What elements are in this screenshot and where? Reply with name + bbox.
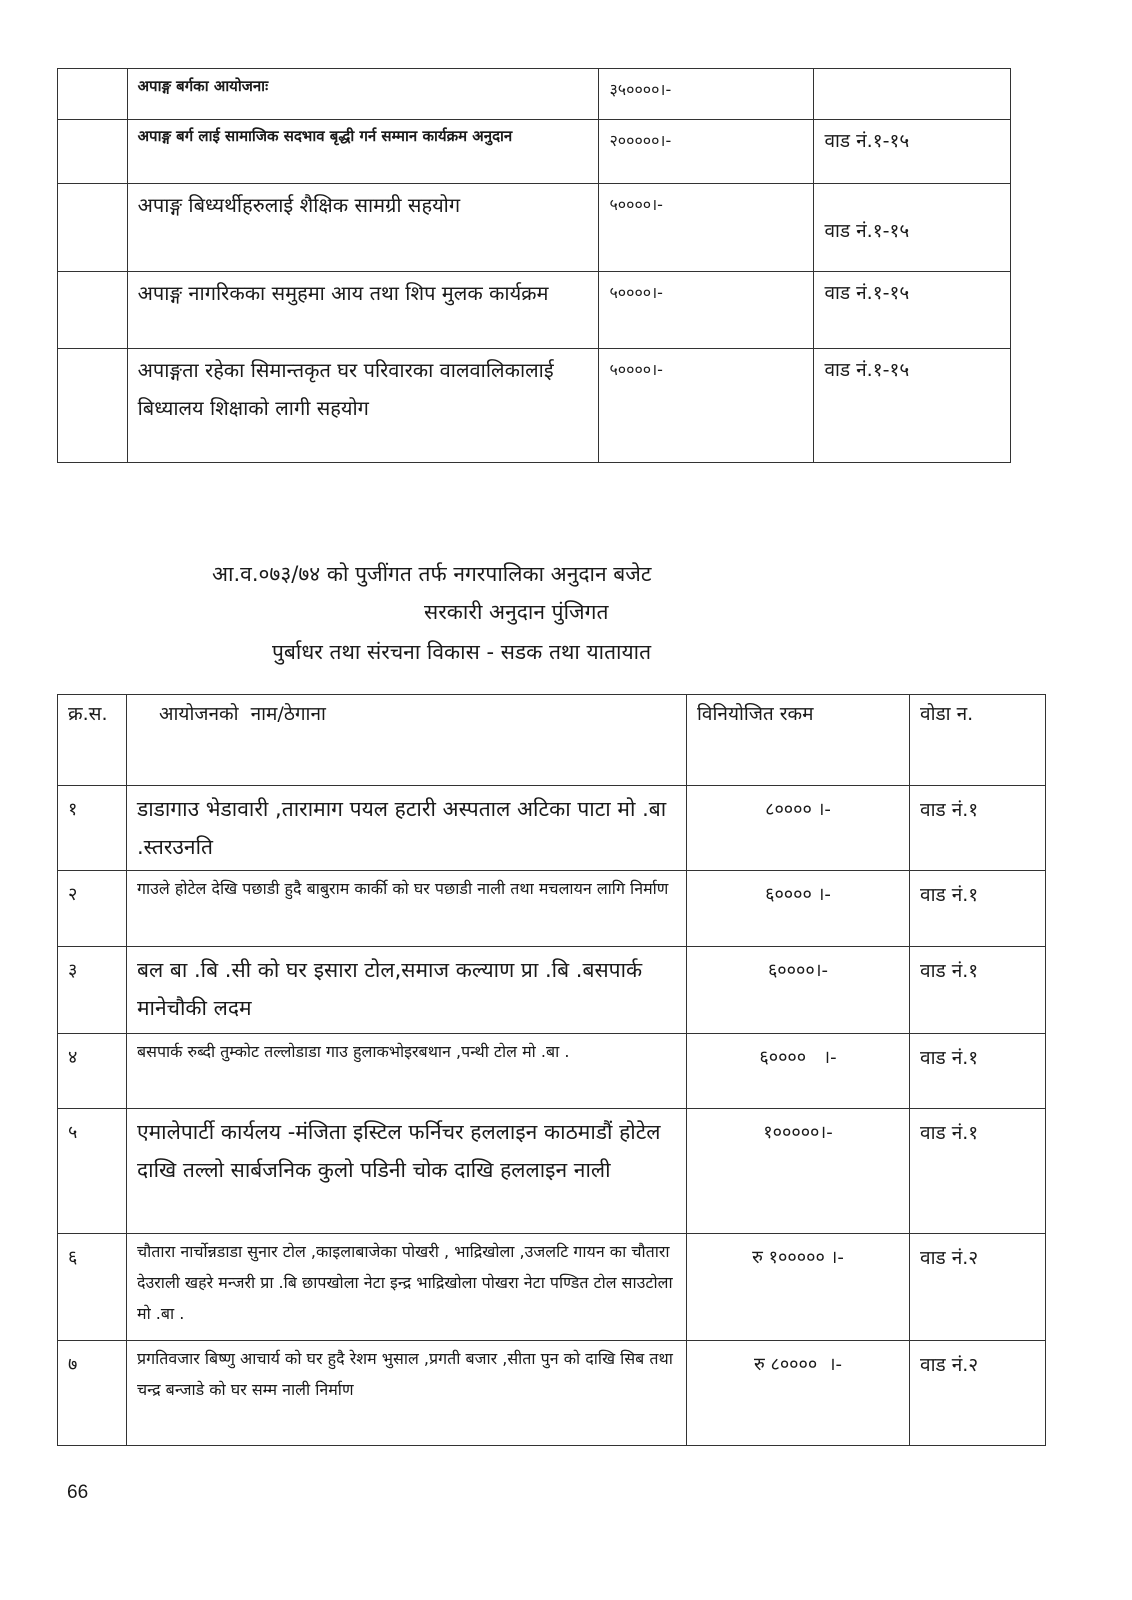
project-name: अपाङ्ग बर्गका आयोजनाः (137, 77, 269, 95)
table-row (58, 69, 1011, 120)
table-cell-name (127, 1234, 687, 1341)
header-sn (58, 695, 127, 786)
table-cell-sn (58, 1109, 127, 1234)
page-number: 66 (67, 1482, 89, 1503)
table-cell-amount (687, 947, 910, 1034)
table-cell-name (127, 120, 599, 184)
table-cell-amount (599, 69, 814, 120)
table-cell-ward (814, 349, 1011, 463)
table-cell-sn (58, 947, 127, 1034)
ward: वाड नं.१ (920, 884, 979, 906)
table-cell-amount (687, 786, 910, 871)
project-name: चौतारा नार्चोन्नडाडा सुनार टोल ,काइलाबाजेका पोखरी , भाद्रिखोला ,उजलटि गायन का चौतारा देउराली खहरे मन्जरी प्रा .बि छापखोला नेटा इन्द्र भाद्रिखोला पोखरा नेटा पण्डित टोल साउटोला मो .बा . (137, 1242, 673, 1323)
table-cell-sn (58, 69, 128, 120)
table-row (58, 1341, 1046, 1446)
project-name: एमालेपार्टी कार्यलय -मंजिता इस्टिल फर्निचर हललाइन काठमाडौं होटेल दाखि तल्लो सार्बजनिक कुलो पडिनी चोक दाखि हललाइन नाली (137, 1120, 661, 1182)
amount: २०००००।- (609, 131, 672, 150)
table-cell-name (127, 184, 599, 272)
table-cell-sn (58, 272, 128, 349)
amount: ५००००।- (609, 360, 663, 379)
header-name (127, 695, 687, 786)
table-cell-ward (910, 1034, 1046, 1109)
table-cell-sn (58, 871, 127, 947)
upper-budget-table (57, 68, 1011, 463)
table-cell-ward (910, 871, 1046, 947)
project-name: बल बा .बि .सी को घर इसारा टोल,समाज कल्याण प्रा .बि .बसपार्क मानेचौकी लदम (137, 958, 643, 1020)
serial-number: ६ (68, 1247, 78, 1268)
amount: ३५००००।- (609, 80, 672, 99)
table-row (58, 947, 1046, 1034)
table-cell-ward (910, 1109, 1046, 1234)
table-cell-ward (910, 1341, 1046, 1446)
ward: वाड नं.२ (920, 1247, 979, 1269)
table-cell-ward (814, 69, 1011, 120)
table-cell-name (127, 1034, 687, 1109)
table-cell-ward (814, 272, 1011, 349)
table-header-row (58, 695, 1046, 786)
table-cell-name (127, 947, 687, 1034)
serial-number: ३ (68, 960, 78, 981)
table-cell-name (127, 871, 687, 947)
grant-heading: सरकारी अनुदान पुंजिगत (424, 600, 609, 624)
ward: वाड नं.१-१५ (824, 282, 910, 304)
table-cell-name (127, 1109, 687, 1234)
table-row (58, 1234, 1046, 1341)
table-cell-amount (687, 871, 910, 947)
table-cell-name (127, 349, 599, 463)
table-row (58, 272, 1011, 349)
table-cell-name (127, 1341, 687, 1446)
table-cell-ward (814, 120, 1011, 184)
project-name: अपाङ्ग बर्ग लाई सामाजिक सदभाव बृद्धी गर्न सम्मान कार्यक्रम अनुदान (137, 127, 513, 145)
category-heading: पुर्बाधर तथा संरचना विकास - सडक तथा यातायात (272, 640, 652, 664)
table-cell-name (127, 786, 687, 871)
table-cell-amount (687, 1234, 910, 1341)
table-row (58, 1034, 1046, 1109)
table-cell-sn (58, 1234, 127, 1341)
table-cell-amount (599, 184, 814, 272)
ward: वाड नं.१ (920, 1122, 979, 1144)
amount: ८०००० ।- (765, 799, 831, 820)
ward: वाड नं.१-१५ (824, 220, 910, 242)
amount: ५००००।- (609, 283, 663, 302)
ward: वाड नं.१-१५ (824, 359, 910, 381)
amount: ५००००।- (609, 195, 663, 214)
amount: ६०००० ।- (765, 884, 831, 905)
table-row (58, 349, 1011, 463)
table-cell-sn (58, 1034, 127, 1109)
road-transport-budget-table (57, 694, 1046, 1446)
project-name: प्रगतिवजार बिष्णु आचार्य को घर हुदै रेशम भुसाल ,प्रगती बजार ,सीता पुन को दाखि सिब तथा चन्द्र बन्जाडे को घर सम्म नाली निर्माण (137, 1349, 673, 1399)
table-cell-sn (58, 120, 128, 184)
table-row (58, 1109, 1046, 1234)
table-cell-amount (687, 1341, 910, 1446)
ward: वाड नं.१-१५ (824, 130, 910, 152)
table-cell-ward (910, 786, 1046, 871)
table-cell-amount (599, 272, 814, 349)
amount: रु ८०००० ।- (753, 1354, 843, 1375)
header-amount-label: विनियोजित रकम (697, 703, 814, 725)
amount: ६०००० ।- (759, 1047, 837, 1068)
project-name: डाडागाउ भेडावारी ,तारामाग पयल हटारी अस्पताल अटिका पाटा मो .बा .स्तरउनति (137, 797, 667, 859)
ward (814, 69, 1010, 81)
amount: रु १००००० ।- (752, 1247, 844, 1268)
budget-heading: आ.व.०७३/७४ को पुजींगत तर्फ नगरपालिका अनुदान बजेट (212, 562, 652, 586)
amount: ६००००।- (767, 960, 829, 981)
serial-number: १ (68, 799, 78, 820)
table-cell-name (127, 69, 599, 120)
table-cell-amount (687, 1034, 910, 1109)
table-row (58, 871, 1046, 947)
table-cell-amount (687, 1109, 910, 1234)
serial-number: २ (68, 884, 78, 905)
table-cell-sn (58, 349, 128, 463)
table-cell-ward (910, 947, 1046, 1034)
table-cell-name (127, 272, 599, 349)
header-ward (910, 695, 1046, 786)
project-name: बसपार्क रुब्दी तुम्कोट तल्लोडाडा गाउ हुलाकभोइरबथान ,पन्थी टोल मो .बा . (137, 1042, 570, 1061)
table-cell-ward (910, 1234, 1046, 1341)
header-name-label: आयोजनको नाम/ठेगाना (159, 703, 326, 725)
ward: वाड नं.१ (920, 960, 979, 982)
project-name: अपाङ्ग नागरिकका समुहमा आय तथा शिप मुलक कार्यक्रम (137, 281, 549, 305)
header-sn-label: क्र.स. (68, 703, 108, 725)
amount: १०००००।- (763, 1122, 833, 1143)
table-cell-sn (58, 1341, 127, 1446)
serial-number: ४ (68, 1047, 78, 1068)
table-cell-ward (814, 184, 1011, 272)
ward: वाड नं.२ (920, 1354, 979, 1376)
project-name: गाउले होटेल देखि पछाडी हुदै बाबुराम कार्की को घर पछाडी नाली तथा मचलायन लागि निर्माण (137, 879, 669, 898)
project-name: अपाङ्गता रहेका सिमान्तकृत घर परिवारका वालवालिकालाई बिध्यालय शिक्षाको लागी सहयोग (137, 358, 554, 420)
ward: वाड नं.१ (920, 1047, 979, 1069)
ward: वाड नं.१ (920, 799, 979, 821)
table-row (58, 184, 1011, 272)
table-cell-sn (58, 184, 128, 272)
table-cell-sn (58, 786, 127, 871)
header-amount (687, 695, 910, 786)
table-row (58, 786, 1046, 871)
table-row (58, 120, 1011, 184)
table-cell-amount (599, 120, 814, 184)
project-name: अपाङ्ग बिध्यर्थीहरुलाई शैक्षिक सामग्री सहयोग (137, 193, 461, 217)
header-ward-label: वोडा न. (920, 703, 974, 725)
table-cell-amount (599, 349, 814, 463)
serial-number: ५ (68, 1122, 78, 1143)
serial-number: ७ (68, 1354, 78, 1375)
